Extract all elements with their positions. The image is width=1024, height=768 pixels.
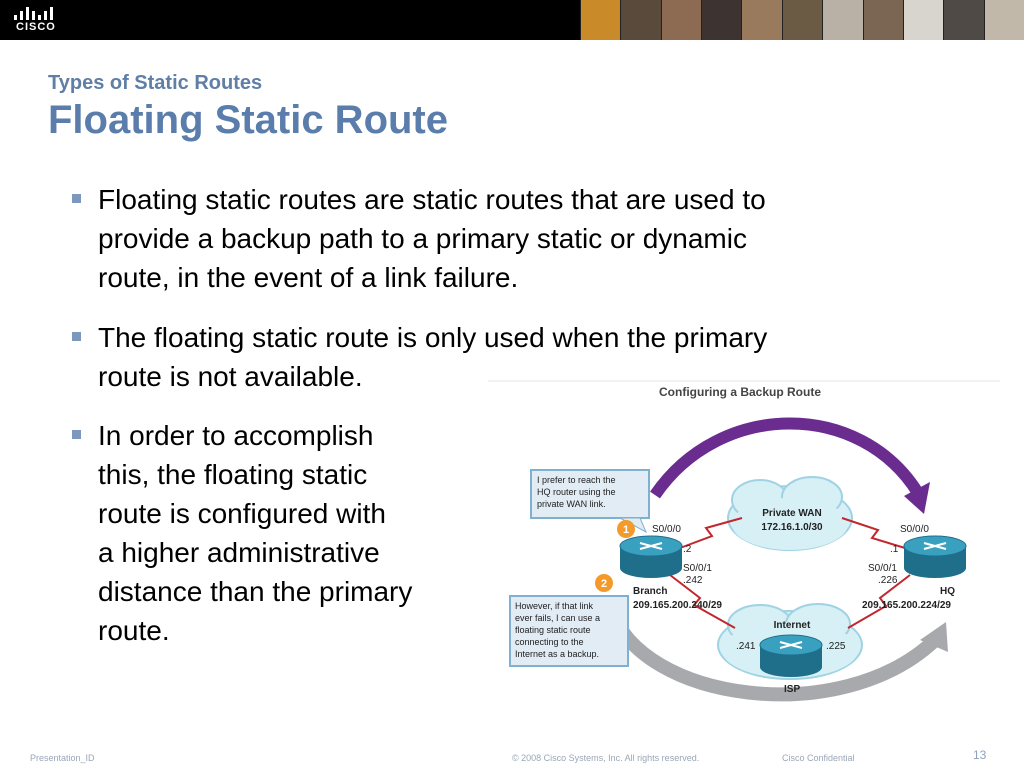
isp-ip-241: .241	[736, 641, 756, 652]
callout2-line: connecting to the	[515, 637, 584, 647]
svg-text:However, if that link ev	[515, 601, 603, 659]
hq-s000-label: S0/0/0	[900, 524, 929, 535]
bullet-square-icon	[72, 332, 81, 341]
isp-ip-225: .225	[826, 641, 846, 652]
hq-s001-label: S0/0/1	[868, 563, 897, 574]
diagram-title: Configuring a Backup Route	[659, 385, 821, 399]
callout-backup-route	[510, 596, 628, 666]
slide-title: Floating Static Route	[48, 98, 448, 142]
private-wan-network: 172.16.1.0/30	[761, 522, 823, 533]
hq-ip-226: .226	[878, 575, 898, 586]
callout1-line: I prefer to reach the	[537, 475, 616, 485]
branch-name: Branch	[633, 586, 668, 597]
cisco-logo	[14, 6, 58, 34]
step-1-number: 1	[622, 524, 630, 536]
callout2-line: However, if that link	[515, 601, 594, 611]
confidential-label: Cisco Confidential	[782, 753, 855, 763]
header-photo-strip	[580, 0, 1024, 40]
bullet-square-icon	[72, 430, 81, 439]
presentation-id: Presentation_ID	[30, 753, 95, 763]
step-2-number: 2	[600, 578, 608, 590]
hq-name: HQ	[940, 586, 955, 597]
cisco-bars-icon	[14, 6, 58, 20]
backup-route-diagram	[488, 378, 1000, 708]
page-number: 13	[973, 748, 987, 762]
branch-s001-label: S0/0/1	[683, 563, 712, 574]
branch-ip-2: .2	[683, 544, 692, 555]
isp-router-icon	[760, 635, 822, 677]
cisco-logo-text: CISCO	[16, 21, 56, 33]
private-wan-label: Private WAN	[762, 508, 822, 519]
hq-network: 209.165.200.224/29	[862, 600, 951, 611]
callout2-line: ever fails, I can use a	[515, 613, 601, 623]
branch-ip-242: .242	[683, 575, 703, 586]
callout1-line: HQ router using the	[537, 487, 616, 497]
branch-s000-label: S0/0/0	[652, 524, 681, 535]
copyright: © 2008 Cisco Systems, Inc. All rights reserved.	[512, 753, 700, 763]
hq-ip-1: .1	[890, 544, 899, 555]
branch-router-icon	[620, 536, 682, 578]
bullet-square-icon	[72, 194, 81, 203]
hq-router-icon	[904, 536, 966, 578]
slide-subtitle: Types of Static Routes	[48, 72, 263, 94]
callout1-line: private WAN link.	[537, 499, 606, 509]
header-bar	[0, 0, 1024, 40]
isp-name: ISP	[784, 684, 801, 695]
branch-network: 209.165.200.240/29	[633, 600, 722, 611]
internet-label: Internet	[773, 620, 811, 631]
callout2-line: floating static route	[515, 625, 591, 635]
private-wan-cloud	[728, 477, 852, 550]
primary-path-arrow	[655, 423, 918, 495]
callout2-line: Internet as a backup.	[515, 649, 600, 659]
